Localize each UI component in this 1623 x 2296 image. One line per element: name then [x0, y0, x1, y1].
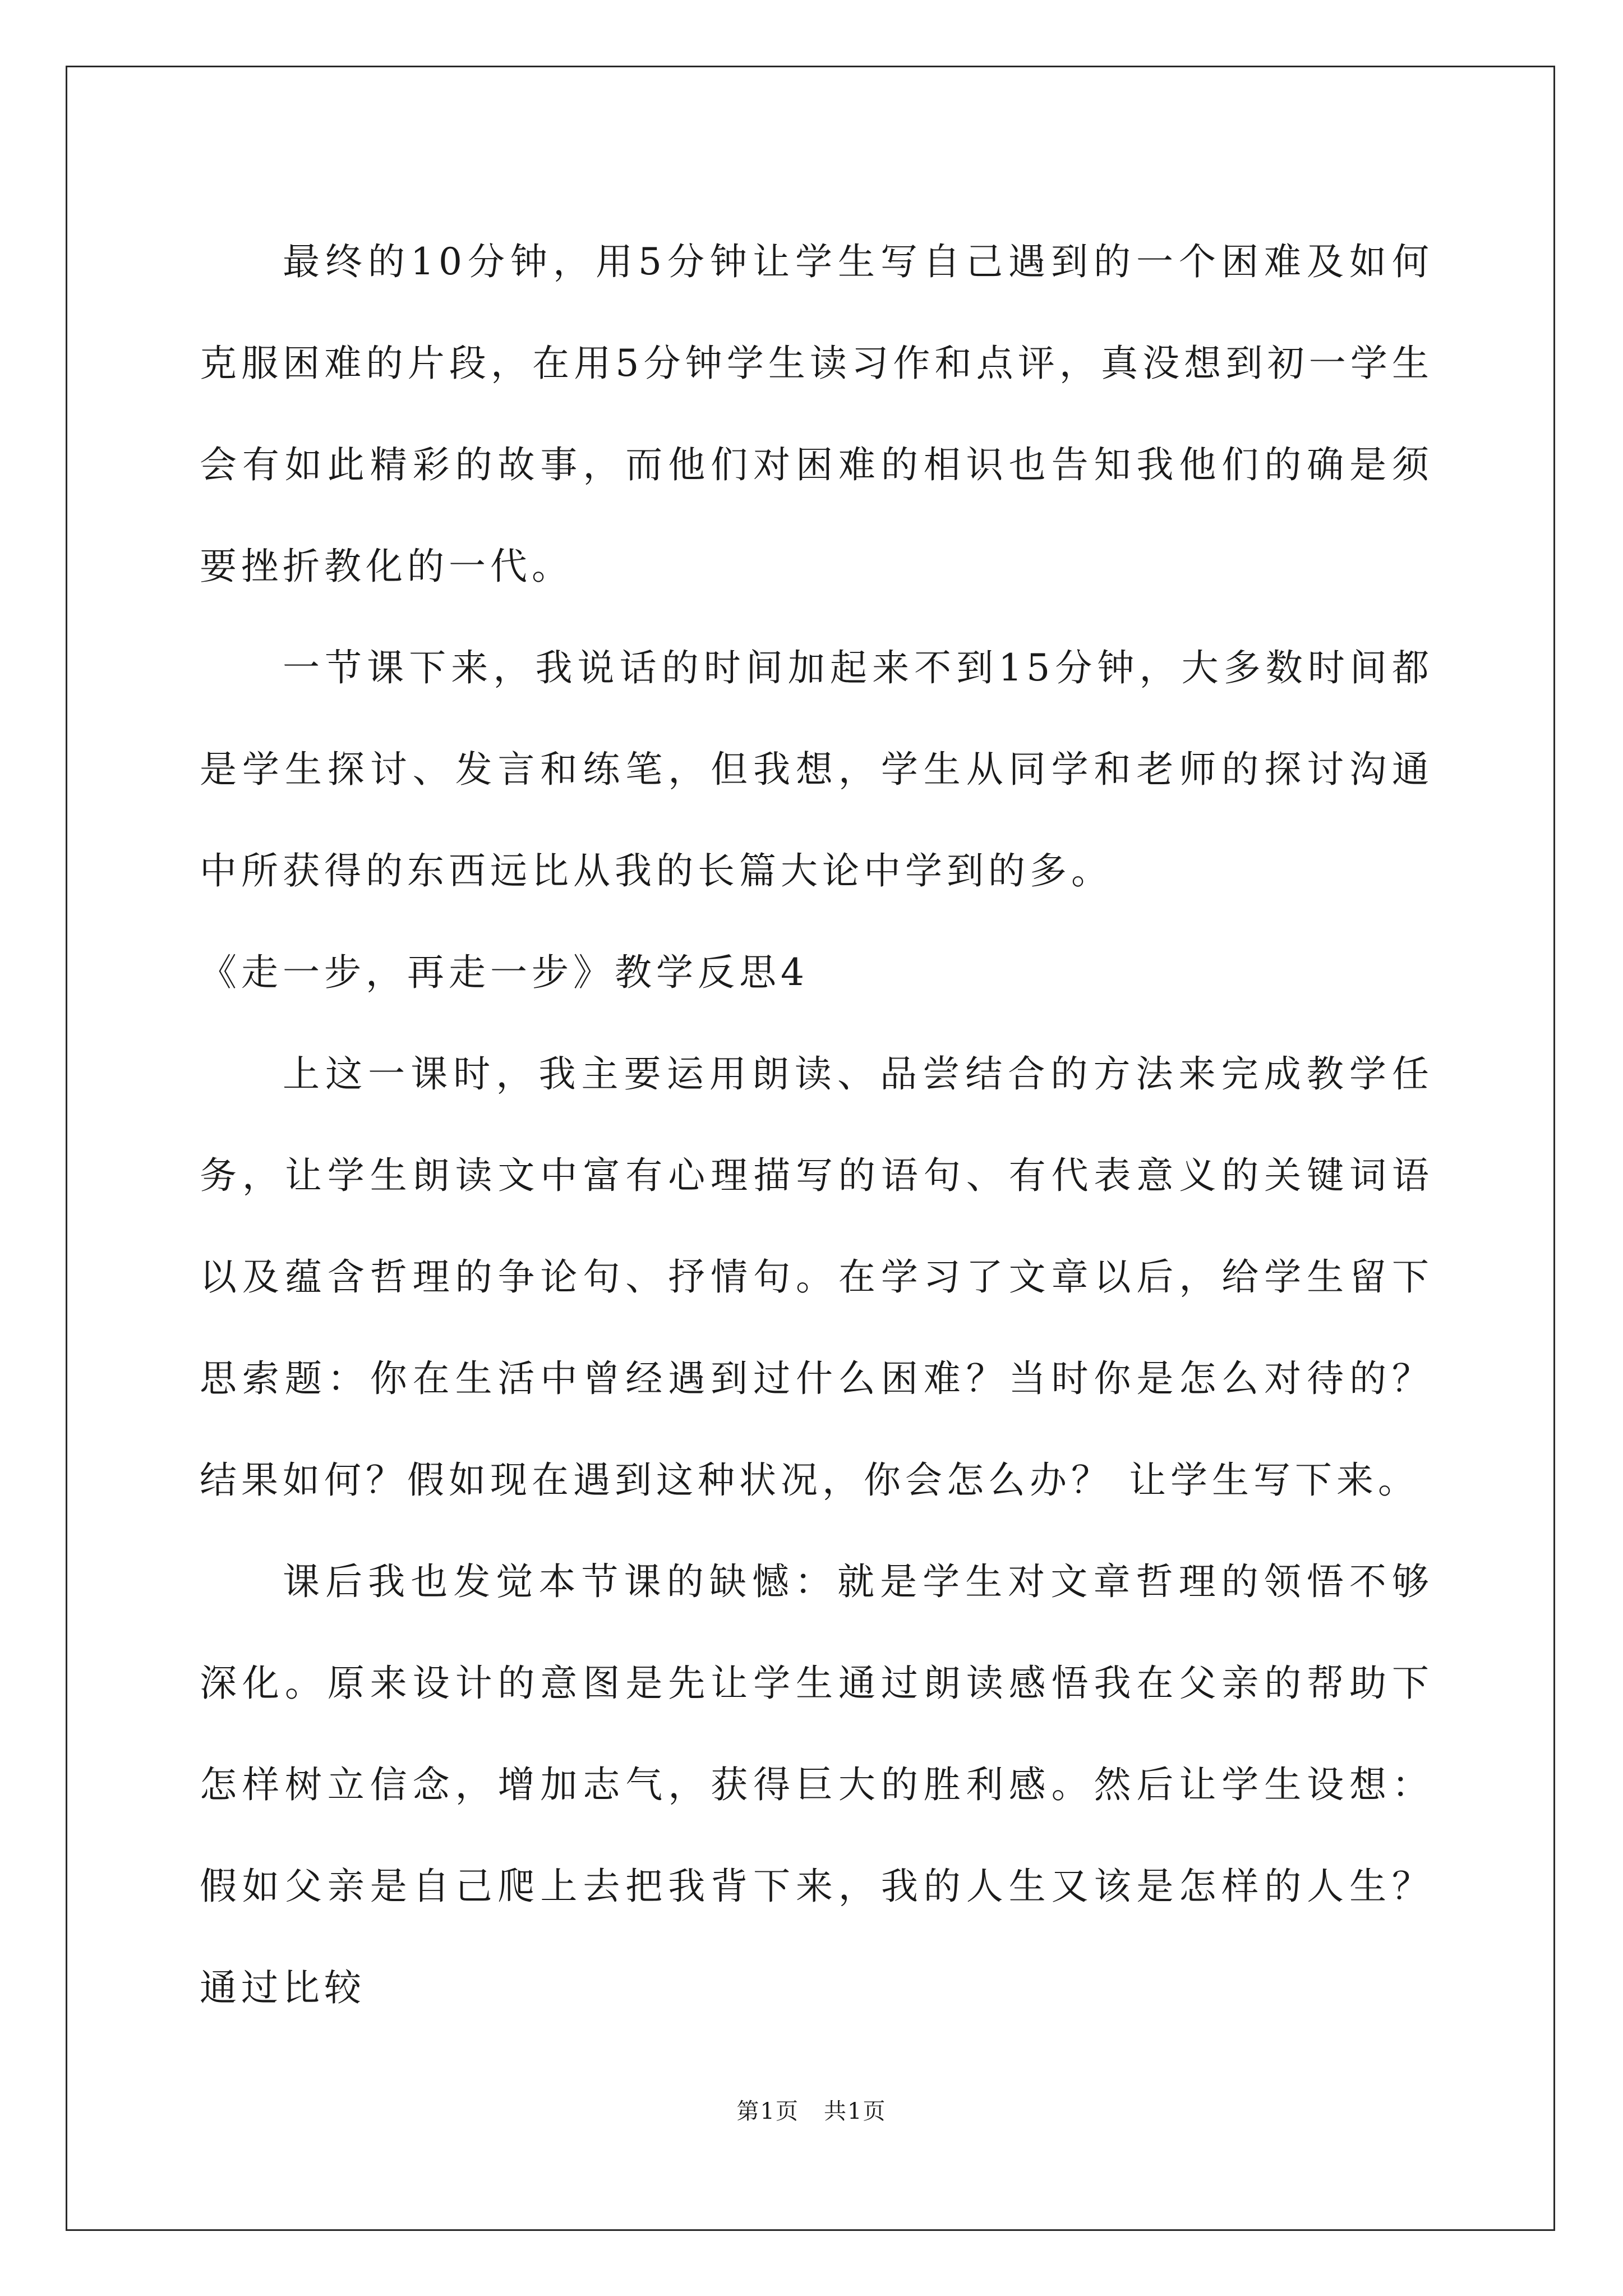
section-heading: 《走一步，再走一步》教学反思4	[200, 951, 809, 994]
page-number: 第1页	[736, 2099, 799, 2124]
paragraph-1: 最终的10分钟，用5分钟让学生写自己遇到的一个困难及如何克服困难的片段，在用5分钟学生读习作和点评，真没想到初一学生会有如此精彩的故事，而他们对困难的相识也告知我他们的确是须要挫折教化的一代。	[200, 240, 1433, 588]
page-footer	[0, 2093, 1623, 2125]
paragraph-2: 一节课下来，我说话的时间加起来不到15分钟，大多数时间都是学生探讨、发言和练笔，但我想，学生从同学和老师的探讨沟通中所获得的东西远比从我的长篇大论中学到的多。	[200, 646, 1433, 892]
paragraph-4: 课后我也发觉本节课的缺憾：就是学生对文章哲理的领悟不够深化。原来设计的意图是先让学生通过朗读感悟我在父亲的帮助下怎样树立信念，增加志气，获得巨大的胜利感。然后让学生设想：假如父亲是自己爬上去把我背下来，我的人生又该是怎样的人生？通过比较	[200, 1560, 1433, 2009]
page-total: 共1页	[824, 2099, 887, 2124]
paragraph-3: 上这一课时，我主要运用朗读、品尝结合的方法来完成教学任务，让学生朗读文中富有心理描写的语句、有代表意义的关键词语以及蕴含哲理的争论句、抒情句。在学习了文章以后，给学生留下思索题：你在生活中曾经遇到过什么困难？当时你是怎么对待的？结果如何？假如现在遇到这种状况，你会怎么办？ 让学生写下来。	[200, 1052, 1433, 1502]
document-body	[200, 211, 1433, 2039]
